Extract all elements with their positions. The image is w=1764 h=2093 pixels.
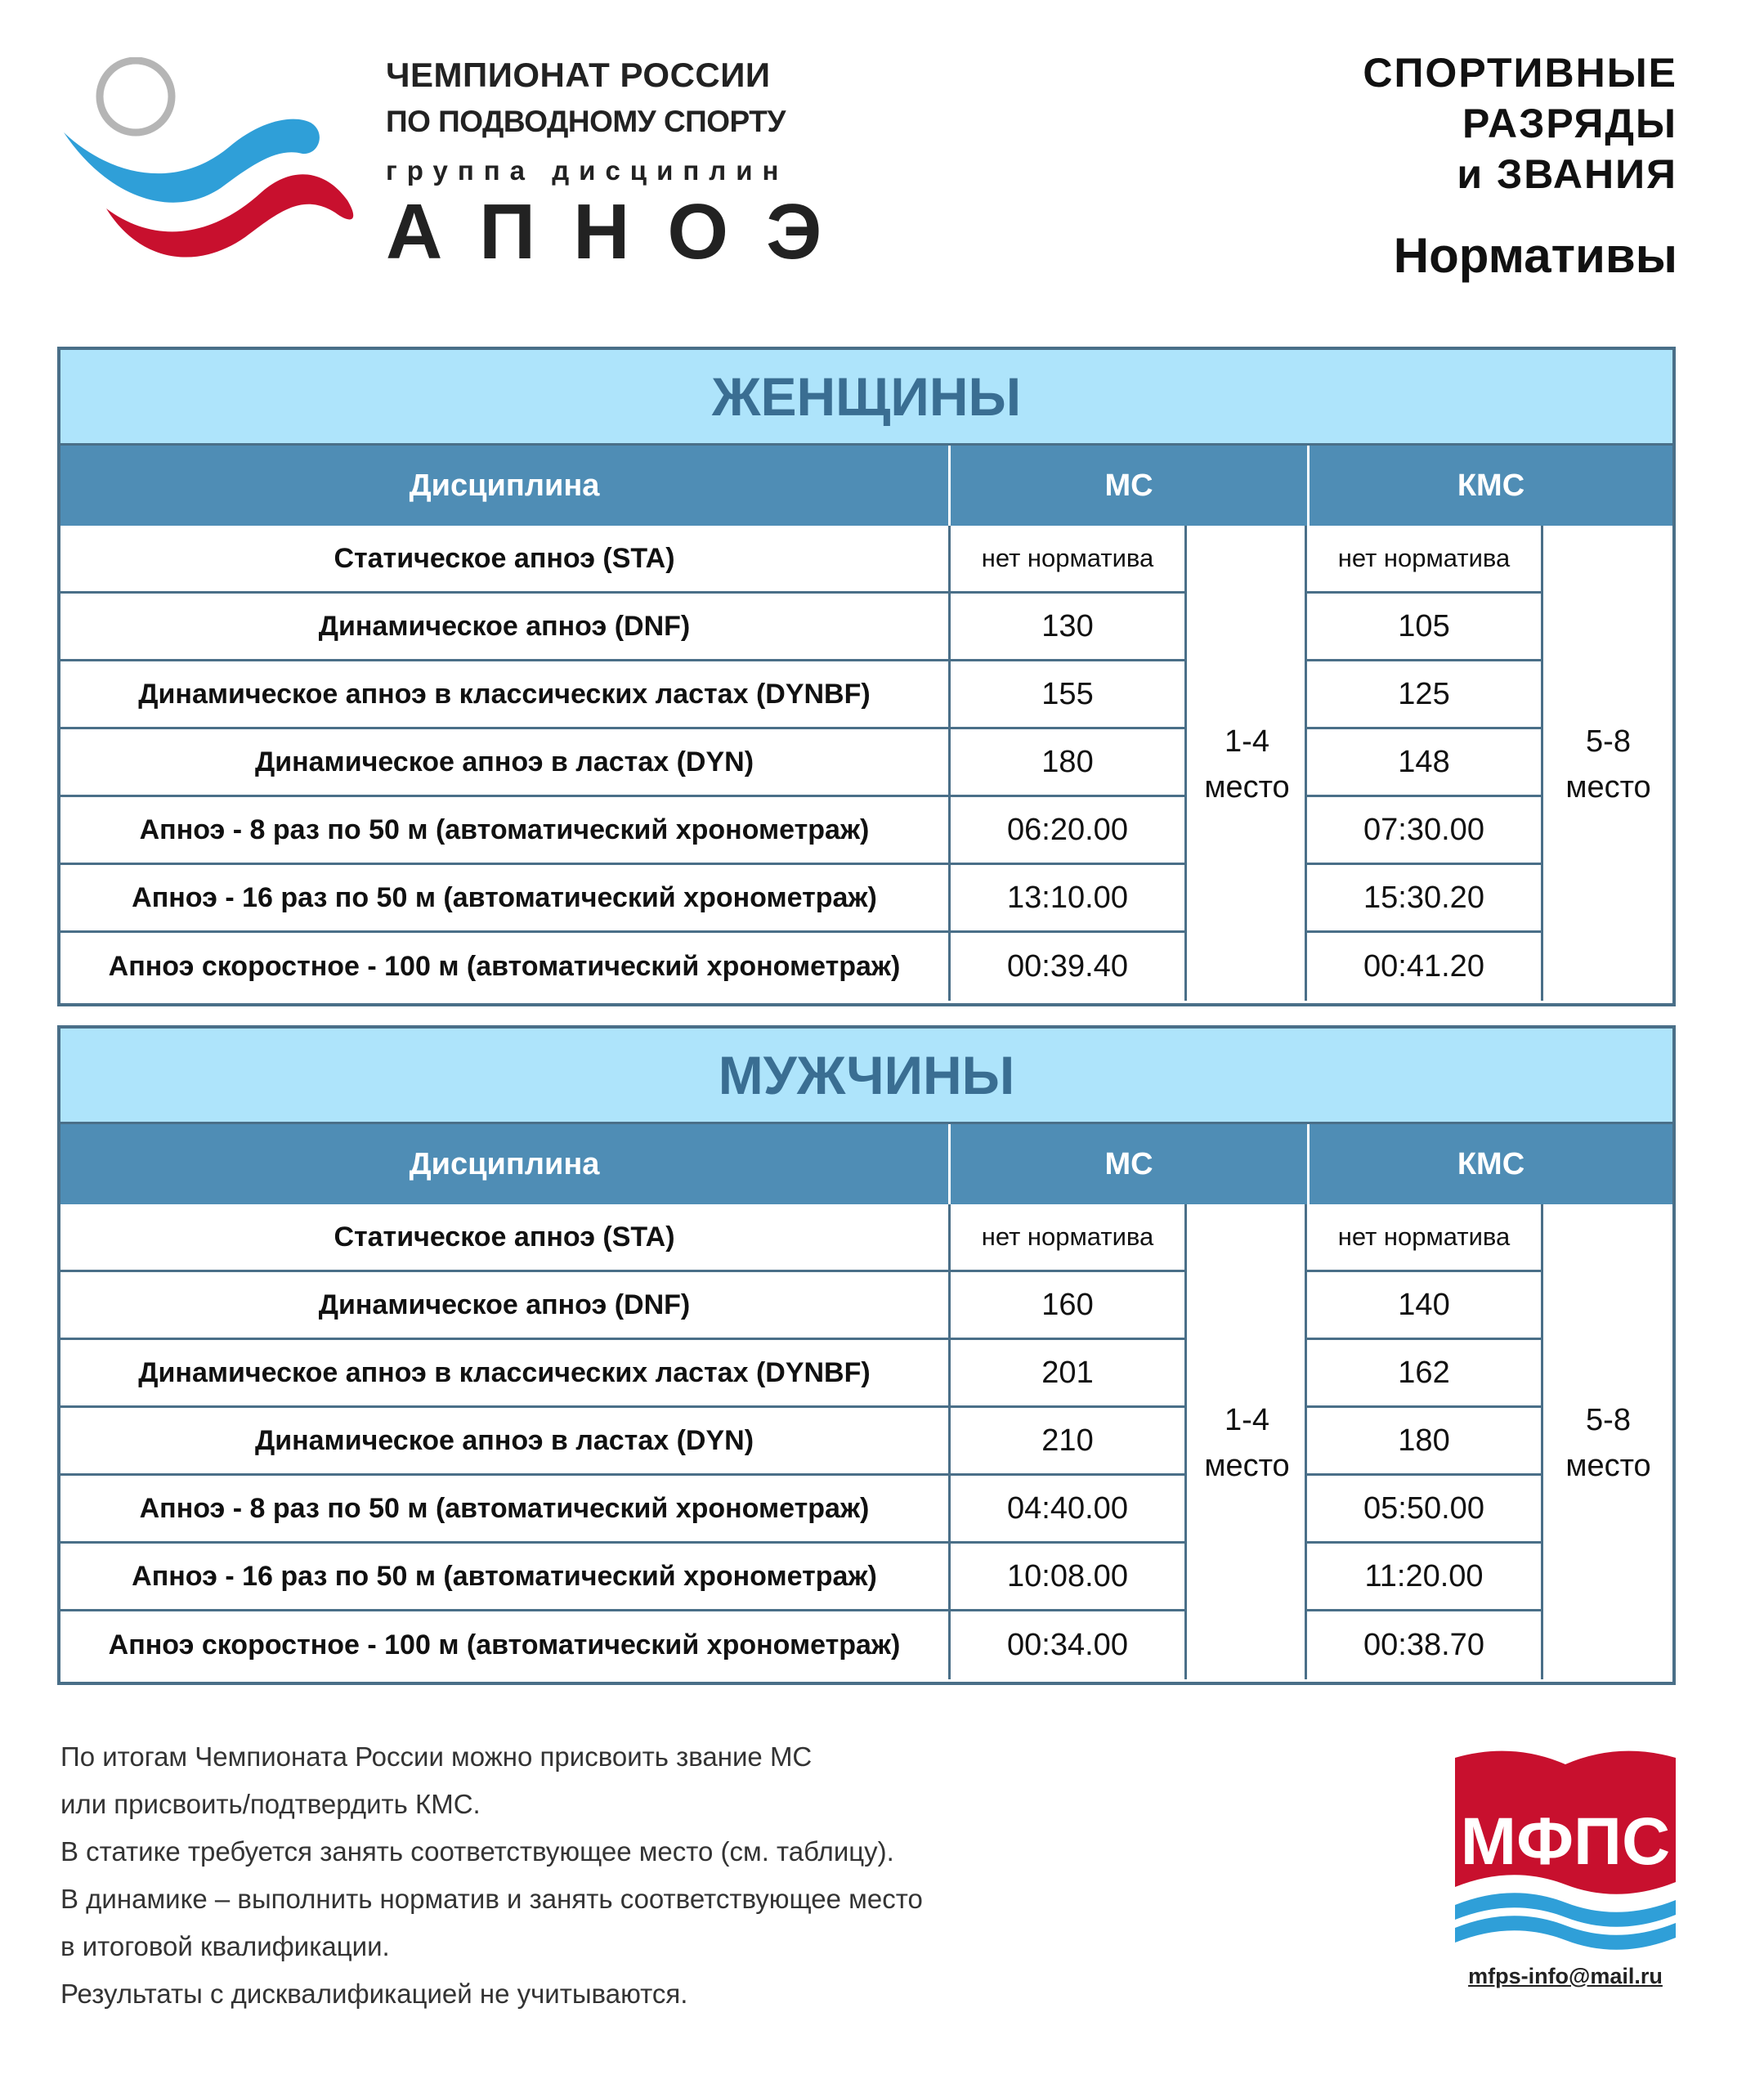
kms-place-word: место [1565, 770, 1651, 804]
ms-value: 13:10.00 [951, 865, 1187, 933]
ms-value: 160 [951, 1272, 1187, 1340]
table-row [60, 1272, 1543, 1340]
kms-place-label [1543, 1204, 1673, 1682]
doc-title-line3: и ЗВАНИЯ [1457, 151, 1677, 197]
mfps-logo-text: МФПС [1460, 1804, 1671, 1879]
doc-title-line1: СПОРТИВНЫЕ [1363, 50, 1677, 96]
ms-place-word: место [1204, 770, 1290, 804]
note-line: Результаты с дисквалификацией не учитываются. [60, 1979, 688, 2009]
org-title-line2: ПО ПОДВОДНОМУ СПОРТУ [386, 105, 786, 138]
table-row [60, 1340, 1543, 1408]
table-row [60, 1544, 1543, 1611]
ms-place-range: 1-4 [1225, 1403, 1269, 1437]
apnea-logo-mark [57, 57, 368, 270]
ms-value: 10:08.00 [951, 1544, 1187, 1611]
note-line: или присвоить/подтвердить КМС. [60, 1789, 481, 1819]
kms-value: 00:38.70 [1307, 1611, 1543, 1679]
table-row [60, 797, 1543, 865]
note-line: в итоговой квалификации. [60, 1931, 390, 1961]
women-table-body [60, 526, 1672, 1003]
table-row [60, 1476, 1543, 1544]
col-kms: КМС [1457, 468, 1525, 503]
kms-place-label [1543, 526, 1673, 1003]
doc-subtitle: Нормативы [1393, 228, 1677, 283]
ms-value: 130 [951, 594, 1187, 661]
kms-value: 180 [1307, 1408, 1543, 1476]
ms-value: нет норматива [951, 1204, 1187, 1272]
col-discipline: Дисциплина [60, 1124, 951, 1204]
discipline-cell: Апноэ скоростное - 100 м (автоматический хронометраж) [60, 933, 951, 1001]
table-row [60, 1611, 1543, 1679]
kms-value: нет норматива [1307, 1204, 1543, 1272]
kms-value: 140 [1307, 1272, 1543, 1340]
women-table-header [60, 443, 1672, 526]
men-table-body [60, 1204, 1672, 1682]
women-table [57, 347, 1676, 1006]
men-table-header [60, 1122, 1672, 1204]
org-title-line3: группа дисциплин [386, 155, 789, 186]
kms-place-range: 5-8 [1586, 724, 1631, 759]
kms-value: 15:30.20 [1307, 865, 1543, 933]
footer-notes [60, 1733, 1123, 2018]
ms-value: 201 [951, 1340, 1187, 1408]
discipline-cell: Апноэ - 8 раз по 50 м (автоматический хронометраж) [60, 1476, 951, 1544]
org-title-line1: ЧЕМПИОНАТ РОССИИ [386, 56, 771, 94]
ms-value: 04:40.00 [951, 1476, 1187, 1544]
ms-value: 210 [951, 1408, 1187, 1476]
men-table [57, 1025, 1676, 1685]
col-discipline: Дисциплина [60, 446, 951, 526]
table-row [60, 661, 1543, 729]
discipline-cell: Апноэ - 8 раз по 50 м (автоматический хронометраж) [60, 797, 951, 865]
ms-place-label [1187, 526, 1307, 1003]
ms-value: 00:34.00 [951, 1611, 1187, 1679]
kms-value: 00:41.20 [1307, 933, 1543, 1001]
table-row [60, 526, 1543, 594]
ms-place-word: место [1204, 1449, 1290, 1483]
ms-value: нет норматива [951, 526, 1187, 594]
mfps-logo [1455, 1741, 1676, 1952]
kms-value: 07:30.00 [1307, 797, 1543, 865]
table-row [60, 1408, 1543, 1476]
discipline-cell: Динамическое апноэ в ластах (DYN) [60, 1408, 951, 1476]
kms-value: нет норматива [1307, 526, 1543, 594]
col-kms: КМС [1457, 1146, 1525, 1181]
kms-value: 148 [1307, 729, 1543, 797]
table-row [60, 865, 1543, 933]
kms-value: 05:50.00 [1307, 1476, 1543, 1544]
kms-value: 11:20.00 [1307, 1544, 1543, 1611]
note-line: По итогам Чемпионата России можно присвоить звание МС [60, 1741, 813, 1772]
contact-email[interactable]: mfps-info@mail.ru [1468, 1964, 1663, 1988]
org-title-apnea: АПНОЭ [386, 188, 860, 276]
table-row [60, 729, 1543, 797]
col-ms: МС [951, 446, 1310, 526]
discipline-cell: Апноэ - 16 раз по 50 м (автоматический хронометраж) [60, 1544, 951, 1611]
discipline-cell: Статическое апноэ (STA) [60, 526, 951, 594]
ms-value: 00:39.40 [951, 933, 1187, 1001]
kms-place-range: 5-8 [1586, 1403, 1631, 1437]
note-line: В статике требуется занять соответствующее место (см. таблицу). [60, 1836, 894, 1867]
ms-place-label [1187, 1204, 1307, 1682]
women-table-title: ЖЕНЩИНЫ [60, 350, 1672, 443]
ms-value: 180 [951, 729, 1187, 797]
discipline-cell: Динамическое апноэ в ластах (DYN) [60, 729, 951, 797]
discipline-cell: Статическое апноэ (STA) [60, 1204, 951, 1272]
ms-value: 155 [951, 661, 1187, 729]
note-line: В динамике – выполнить норматив и занять соответствующее место [60, 1884, 923, 1914]
table-row [60, 594, 1543, 661]
col-ms: МС [951, 1124, 1310, 1204]
discipline-cell: Динамическое апноэ (DNF) [60, 1272, 951, 1340]
kms-place-word: место [1565, 1449, 1651, 1483]
discipline-cell: Динамическое апноэ в классических ластах (DYNBF) [60, 661, 951, 729]
kms-value: 125 [1307, 661, 1543, 729]
ms-place-range: 1-4 [1225, 724, 1269, 759]
discipline-cell: Апноэ - 16 раз по 50 м (автоматический хронометраж) [60, 865, 951, 933]
table-row [60, 933, 1543, 1001]
men-table-title: МУЖЧИНЫ [60, 1029, 1672, 1122]
kms-value: 105 [1307, 594, 1543, 661]
kms-value: 162 [1307, 1340, 1543, 1408]
doc-title-line2: РАЗРЯДЫ [1462, 101, 1677, 146]
ms-value: 06:20.00 [951, 797, 1187, 865]
discipline-cell: Апноэ скоростное - 100 м (автоматический хронометраж) [60, 1611, 951, 1679]
table-row [60, 1204, 1543, 1272]
discipline-cell: Динамическое апноэ (DNF) [60, 594, 951, 661]
discipline-cell: Динамическое апноэ в классических ластах (DYNBF) [60, 1340, 951, 1408]
